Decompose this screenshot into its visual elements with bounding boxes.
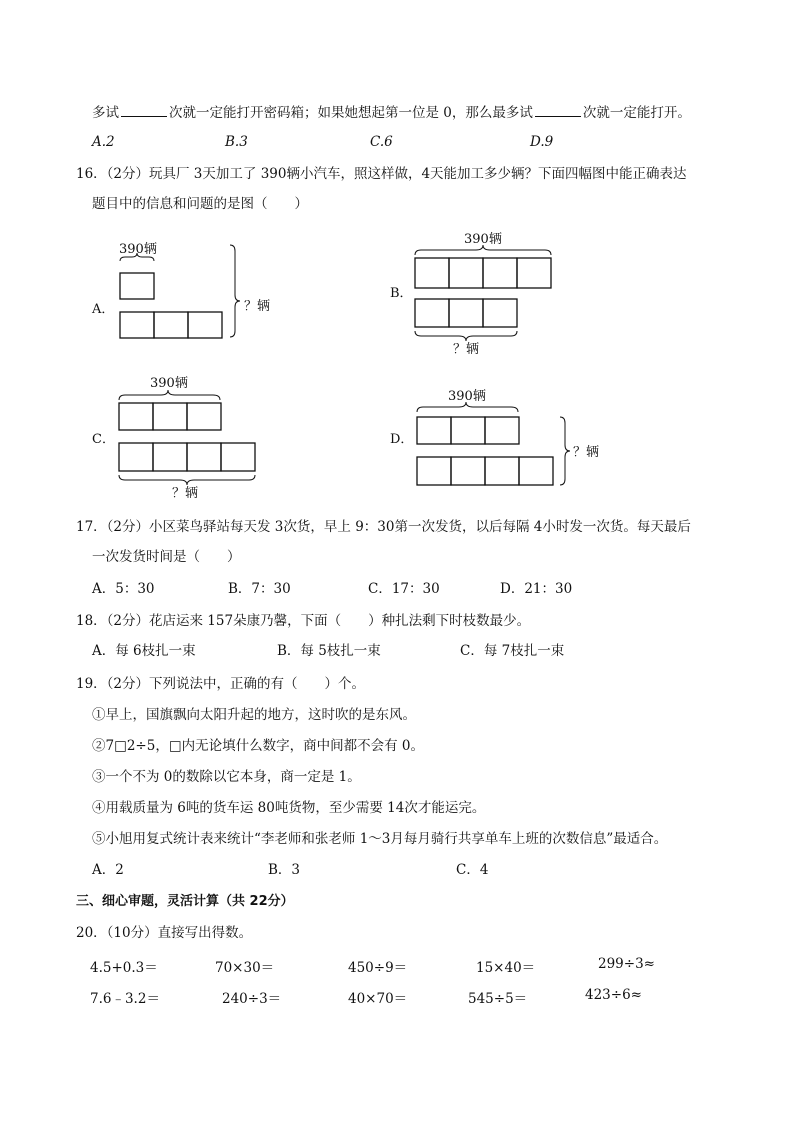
diagram-d-label: D． [390,432,414,447]
calc-item[interactable]: 240÷3＝ [222,991,282,1007]
diagram-c-bottom-text: ？辆 [172,486,199,501]
diagram-c-box [221,443,255,471]
answer-blank-1[interactable] [121,103,167,117]
diagram-a-box [120,273,154,299]
diagram-d-side-text: ？辆 [573,445,600,460]
q18-option-b[interactable]: B．每 5枝扎一束 [277,643,381,659]
diagram-b-box [483,299,517,327]
diagram-b-bottom-brace [415,331,517,341]
q19-statement-4: ④用载质量为 6吨的货车运 80吨货物，至少需要 14次才能运完。 [92,800,486,816]
q19-option-c[interactable]: C．4 [456,862,489,878]
diagram-c-box [187,403,221,430]
diagram-b-box [449,258,483,288]
diagram-d-top-text: 390辆 [448,389,486,404]
diagram-c-box [119,403,153,430]
q19-statement-3: ③一个不为 0的数除以它本身，商一定是 1。 [92,769,361,785]
q17-option-a[interactable]: A．5：30 [92,581,155,597]
q17-option-b[interactable]: B．7：30 [228,581,291,597]
q18-option-a[interactable]: A．每 6枝扎一束 [92,643,196,659]
diagram-b-top-brace [415,245,551,255]
q19-statement-2: ②7□2÷5，□内无论填什么数字，商中间都不会有 0。 [92,738,424,754]
q16-question-line1: 16．（2分）玩具厂 3天加工了 390辆小汽车，照这样做，4天能加工多少辆？下面四幅图中能正确表达 [76,166,687,182]
diagram-b-box [449,299,483,327]
diagram-d-box [417,457,451,485]
q19-statement-5: ⑤小旭用复式统计表来统计“李老师和张老师 1～3月每月骑行共享单车上班的次数信息”最适合。 [92,831,668,847]
diagram-a-box [154,312,188,338]
calc-item[interactable]: 299÷3≈ [598,956,655,972]
diagram-a-svg [92,235,292,355]
diagram-d-svg [390,380,610,495]
diagram-c-box [153,443,187,471]
q15-option-d[interactable]: D.9 [530,134,554,150]
section-heading: 三、细心审题，灵活计算（共 22分） [76,894,294,909]
diagram-a-label: A． [92,302,115,317]
diagram-a-top-text: 390辆 [119,242,157,257]
diagram-c-box [119,443,153,471]
calc-item[interactable]: 40×70＝ [348,991,408,1007]
diagram-b-top-text: 390辆 [464,232,502,247]
diagram-b-label: B． [390,286,413,301]
diagram-d-box [451,417,485,444]
q17-option-c[interactable]: C．17：30 [368,581,440,597]
diagram-d-box [485,457,519,485]
q16-diagram-d[interactable] [390,380,610,495]
diagram-c-box [153,403,187,430]
q18-question-line1: 18．（2分）花店运来 157朵康乃馨，下面（ ）种扎法剩下时枝数最少。 [76,613,531,629]
calc-item[interactable]: 4.5+0.3＝ [90,960,158,976]
diagram-a-box [120,312,154,338]
q16-diagram-c[interactable] [92,370,292,505]
diagram-b-box [483,258,517,288]
q18-option-c[interactable]: C．每 7枝扎一束 [460,643,565,659]
diagram-b-box [415,258,449,288]
diagram-a-side-text: ？辆 [244,299,271,314]
q16-diagram-b[interactable] [390,225,590,360]
q19-statement-1: ①早上，国旗飘向太阳升起的地方，这时吹的是东风。 [92,707,416,723]
diagram-c-top-brace [119,390,220,400]
diagram-b-bottom-text: ？辆 [453,342,480,357]
diagram-d-box [417,417,451,444]
q16-diagram-a[interactable] [92,235,292,355]
calc-item[interactable]: 15×40＝ [476,960,536,976]
q16-question-line2: 题目中的信息和问题的是图（ ） [92,196,308,212]
calc-item[interactable]: 450÷9＝ [348,960,408,976]
q17-question-line2: 一次发货时间是（ ） [92,549,241,565]
diagram-c-box [187,443,221,471]
diagram-c-bottom-brace [119,475,255,485]
diagram-b-box [517,258,551,288]
q19-question-line1: 19．（2分）下列说法中，正确的有（ ）个。 [76,676,366,692]
calc-item[interactable]: 7.6﹣3.2＝ [90,991,160,1007]
diagram-b-box [415,299,449,327]
diagram-b-svg [390,225,590,360]
q17-option-d[interactable]: D．21：30 [500,581,573,597]
calc-item[interactable]: 70×30＝ [215,960,275,976]
diagram-d-box [485,417,519,444]
q19-option-a[interactable]: A．2 [92,862,124,878]
q15-option-b[interactable]: B.3 [225,134,248,150]
calc-item[interactable]: 423÷6≈ [585,987,642,1003]
diagram-d-box [519,457,553,485]
q15-option-a[interactable]: A.2 [92,134,115,150]
diagram-a-side-brace [230,245,240,337]
q20-question-line1: 20．（10分）直接写出得数。 [76,925,253,941]
answer-blank-2[interactable] [535,103,581,117]
calc-item[interactable]: 545÷5＝ [468,991,528,1007]
q15-line: 多试 次就一定能打开密码箱；如果她想起第一位是 0，那么最多试 次就一定能打开。 [92,105,691,121]
diagram-a-box [188,312,222,338]
diagram-c-top-text: 390辆 [150,376,188,391]
diagram-d-box [451,457,485,485]
diagram-c-label: C． [92,432,115,447]
diagram-c-svg [92,370,292,505]
q15-option-c[interactable]: C.6 [370,134,393,150]
q17-question-line1: 17．（2分）小区菜鸟驿站每天发 3次货，早上 9：30第一次发货，以后每隔 4小时发一次货。每天最后 [76,519,691,535]
diagram-d-side-brace [560,417,570,485]
q19-option-b[interactable]: B．3 [268,862,301,878]
